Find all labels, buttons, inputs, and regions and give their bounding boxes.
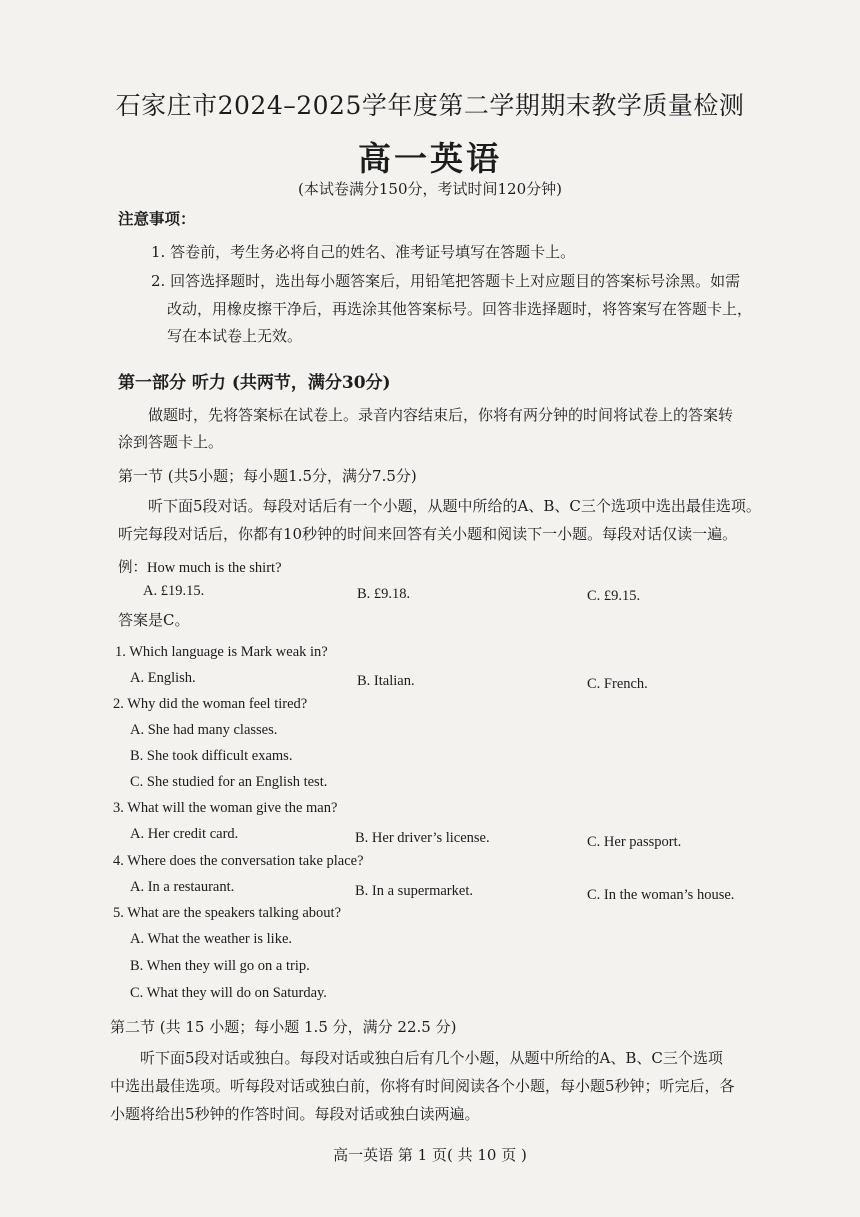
- part1-intro-line-1: 做题时，先将答案标在试卷上。录音内容结束后，你将有两分钟的时间将试卷上的答案转: [148, 406, 734, 424]
- notice-item-2-line-3: 写在本试卷上无效。: [167, 327, 303, 345]
- question-1-stem: 1. Which language is Mark weak in?: [115, 644, 328, 660]
- section1-intro-line-1: 听下面5段对话。每段对话后有一个小题，从题中所给的A、B、C三个选项中选出最佳选项。: [148, 497, 761, 515]
- section2-intro-line-3: 小题将给出5秒钟的作答时间。每段对话或独白读两遍。: [110, 1105, 480, 1123]
- question-3-option-c: C. Her passport.: [587, 834, 682, 850]
- exam-note: (本试卷满分150分，考试时间120分钟): [298, 180, 562, 198]
- question-3-option-b: B. Her driver’s license.: [355, 830, 490, 846]
- exam-title: 石家庄市2024–2025学年度第二学期期末教学质量检测: [115, 91, 745, 120]
- notice-item-1: 1. 答卷前，考生务必将自己的姓名、准考证号填写在答题卡上。: [151, 243, 576, 261]
- question-2-option-c: C. She studied for an English test.: [130, 774, 328, 790]
- section2-intro-line-1: 听下面5段对话或独白。每段对话或独白后有几个小题，从题中所给的A、B、C三个选项: [140, 1049, 723, 1067]
- section1-heading: 第一节 (共5小题；每小题1.5分，满分7.5分): [118, 467, 417, 485]
- question-1-option-c: C. French.: [587, 676, 648, 692]
- question-2-stem: 2. Why did the woman feel tired?: [113, 696, 308, 712]
- part1-heading: 第一部分 听力 (共两节，满分30分): [118, 373, 391, 393]
- question-5-option-c: C. What they will do on Saturday.: [130, 985, 327, 1001]
- notice-item-2-line-2: 改动，用橡皮擦干净后，再选涂其他答案标号。回答非选择题时，将答案写在答题卡上，: [167, 300, 753, 318]
- question-3-option-a: A. Her credit card.: [130, 826, 239, 842]
- question-1-option-b: B. Italian.: [357, 673, 415, 689]
- section1-intro-line-2: 听完每段对话后，你都有10秒钟的时间来回答有关小题和阅读下一小题。每段对话仅读一遍。: [118, 525, 738, 543]
- question-2-option-b: B. She took difficult exams.: [130, 748, 293, 764]
- example-option-a: A. £19.15.: [143, 583, 205, 599]
- question-4-stem: 4. Where does the conversation take place?: [113, 853, 364, 869]
- example-option-b: B. £9.18.: [357, 586, 411, 602]
- question-2-option-a: A. She had many classes.: [130, 722, 278, 738]
- subject-title: 高一英语: [358, 139, 502, 178]
- question-4-option-a: A. In a restaurant.: [130, 879, 235, 895]
- page-footer: 高一英语 第 1 页( 共 10 页 ): [333, 1146, 527, 1164]
- notice-item-2-line-1: 2. 回答选择题时，选出每小题答案后，用铅笔把答题卡上对应题目的答案标号涂黑。如需: [151, 272, 741, 290]
- question-4-option-c: C. In the woman’s house.: [587, 887, 735, 903]
- question-5-option-b: B. When they will go on a trip.: [130, 958, 310, 974]
- question-3-stem: 3. What will the woman give the man?: [113, 800, 338, 816]
- notice-heading: 注意事项：: [118, 209, 196, 228]
- example-option-c: C. £9.15.: [587, 588, 641, 604]
- section2-intro-line-2: 中选出最佳选项。听每段对话或独白前，你将有时间阅读各个小题，每小题5秒钟；听完后，各: [110, 1077, 735, 1095]
- question-5-option-a: A. What the weather is like.: [130, 931, 292, 947]
- question-4-option-b: B. In a supermarket.: [355, 883, 473, 899]
- question-1-option-a: A. English.: [130, 670, 196, 686]
- question-5-stem: 5. What are the speakers talking about?: [113, 905, 342, 921]
- part1-intro-line-2: 涂到答题卡上。: [118, 433, 224, 451]
- example-answer: 答案是C。: [118, 611, 190, 629]
- example-question: 例：How much is the shirt?: [118, 560, 282, 576]
- section2-heading: 第二节 (共 15 小题；每小题 1.5 分，满分 22.5 分): [110, 1018, 457, 1036]
